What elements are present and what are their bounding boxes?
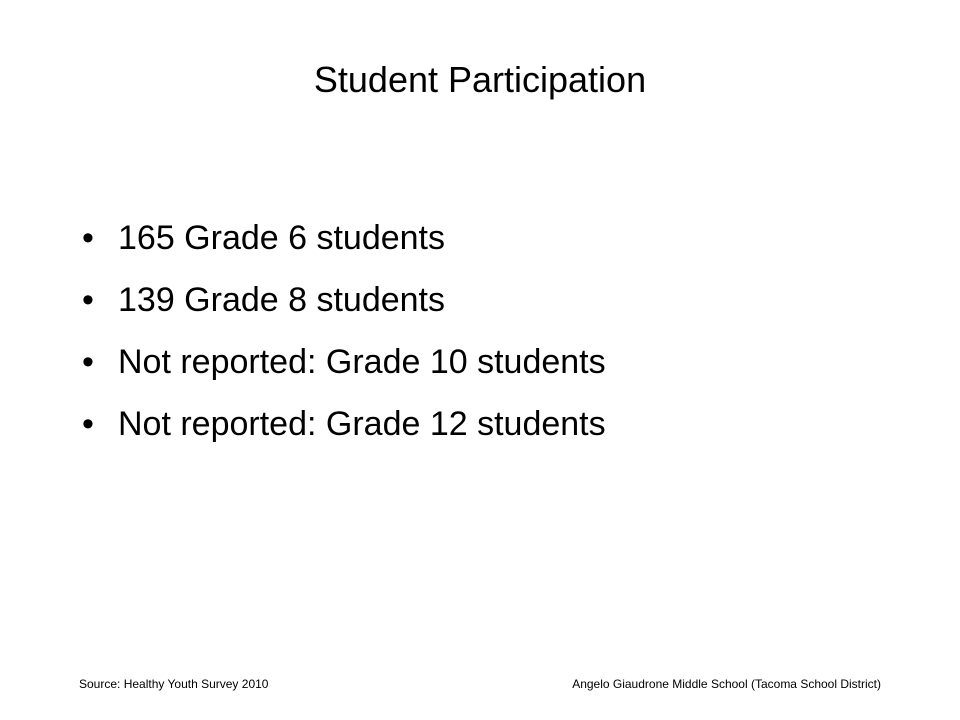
- bullet-icon: •: [82, 343, 94, 381]
- bullet-icon: •: [82, 281, 94, 319]
- footer-school: Angelo Giaudrone Middle School (Tacoma School District): [572, 677, 881, 691]
- bullet-icon: •: [82, 219, 94, 257]
- bullet-item: [82, 404, 902, 444]
- bullet-text: Not reported: Grade 10 students: [118, 343, 606, 381]
- bullet-text: Not reported: Grade 12 students: [118, 405, 606, 443]
- bullet-icon: •: [82, 405, 94, 443]
- bullet-item: [82, 218, 902, 258]
- bullet-list: [82, 218, 902, 466]
- bullet-text: 165 Grade 6 students: [118, 219, 446, 257]
- bullet-item: [82, 342, 902, 382]
- slide-title: Student Participation: [313, 59, 647, 100]
- footer-source: Source: Healthy Youth Survey 2010: [79, 677, 269, 691]
- bullet-text: 139 Grade 8 students: [118, 281, 446, 319]
- bullet-item: [82, 280, 902, 320]
